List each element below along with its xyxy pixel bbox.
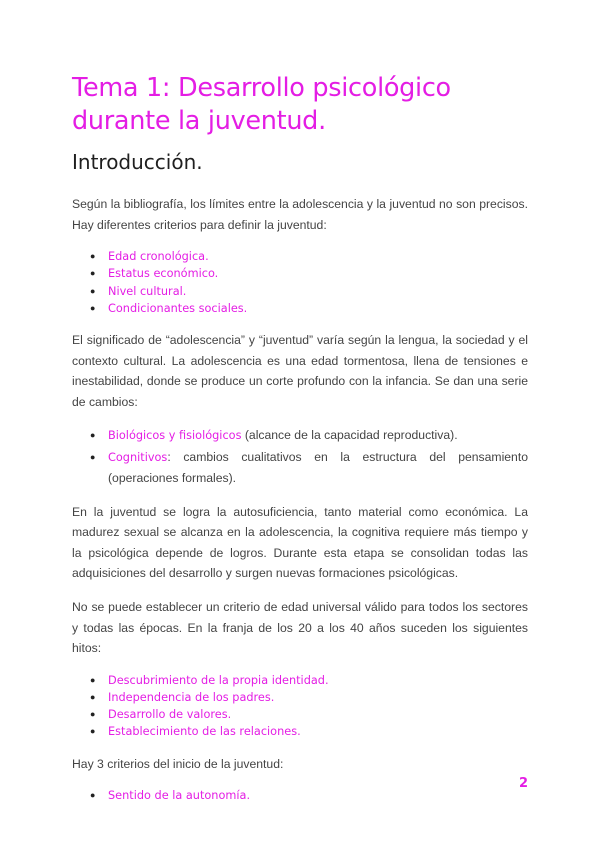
start-criteria-paragraph: Hay 3 criterios del inicio de la juventud:: [72, 756, 284, 771]
list-item: ● Establecimiento de las relaciones.: [72, 723, 528, 740]
bullet-icon: ●: [90, 302, 96, 313]
start-criteria-list: [72, 787, 528, 804]
document-page: [72, 72, 528, 804]
page-number: 2: [518, 776, 528, 791]
list-item: ● Cognitivos: cambios cualitativos en la estructura del pensamiento (operaciones formales).: [72, 447, 528, 489]
youth-paragraph: En la juventud se logra la autosuficiencia, tanto material como económica. La madurez sexual se alcanza en la adolescencia, la cognitiva requiere más tiempo y la psicológica depende de logros. Durante esta etapa se consolidan todas las adquisiciones del desarrollo y surgen nuevas formaciones psicológicas.: [72, 504, 528, 581]
bullet-icon: ●: [90, 790, 96, 801]
bullet-icon: ●: [90, 285, 96, 296]
milestones-list: [72, 672, 528, 741]
intro-paragraph: Según la bibliografía, los límites entre la adolescencia y la juventud no son precisos. Hay diferentes criterios para definir la juventud:: [72, 197, 528, 232]
bullet-icon: ●: [90, 726, 96, 737]
bullet-icon: ●: [90, 691, 96, 702]
criteria-list: [72, 248, 528, 317]
age-paragraph: No se puede establecer un criterio de edad universal válido para todos los sectores y todas las épocas. En la franja de los 20 a los 40 años suceden los siguientes hitos:: [72, 599, 528, 656]
list-item: ● Edad cronológica.: [72, 248, 528, 265]
bullet-icon: ●: [90, 430, 96, 441]
section-heading: Introducción.: [72, 150, 203, 174]
list-item: ● Biológicos y fisiológicos (alcance de la capacidad reproductiva).: [72, 425, 528, 446]
bullet-icon: ●: [90, 674, 96, 685]
list-item: ● Independencia de los padres.: [72, 689, 528, 706]
meaning-paragraph: El significado de “adolescencia” y “juventud” varía según la lengua, la sociedad y el contexto cultural. La adolescencia es una edad tormentosa, llena de tensiones e inestabilidad, donde se produce un corte profundo con la infancia. Se dan una serie de cambios:: [72, 333, 528, 409]
list-item: ● Nivel cultural.: [72, 283, 528, 300]
page-title: Tema 1: Desarrollo psicológico durante la juventud.: [72, 73, 451, 136]
bullet-icon: ●: [90, 709, 96, 720]
list-item: ● Desarrollo de valores.: [72, 706, 528, 723]
list-item: ● Sentido de la autonomía.: [72, 787, 528, 804]
list-item: ● Descubrimiento de la propia identidad.: [72, 672, 528, 689]
list-item: ● Condicionantes sociales.: [72, 300, 528, 317]
changes-list: [72, 425, 528, 488]
bullet-icon: ●: [90, 268, 96, 279]
list-item: ● Estatus económico.: [72, 265, 528, 282]
bullet-icon: ●: [90, 251, 96, 262]
bullet-icon: ●: [90, 451, 96, 462]
